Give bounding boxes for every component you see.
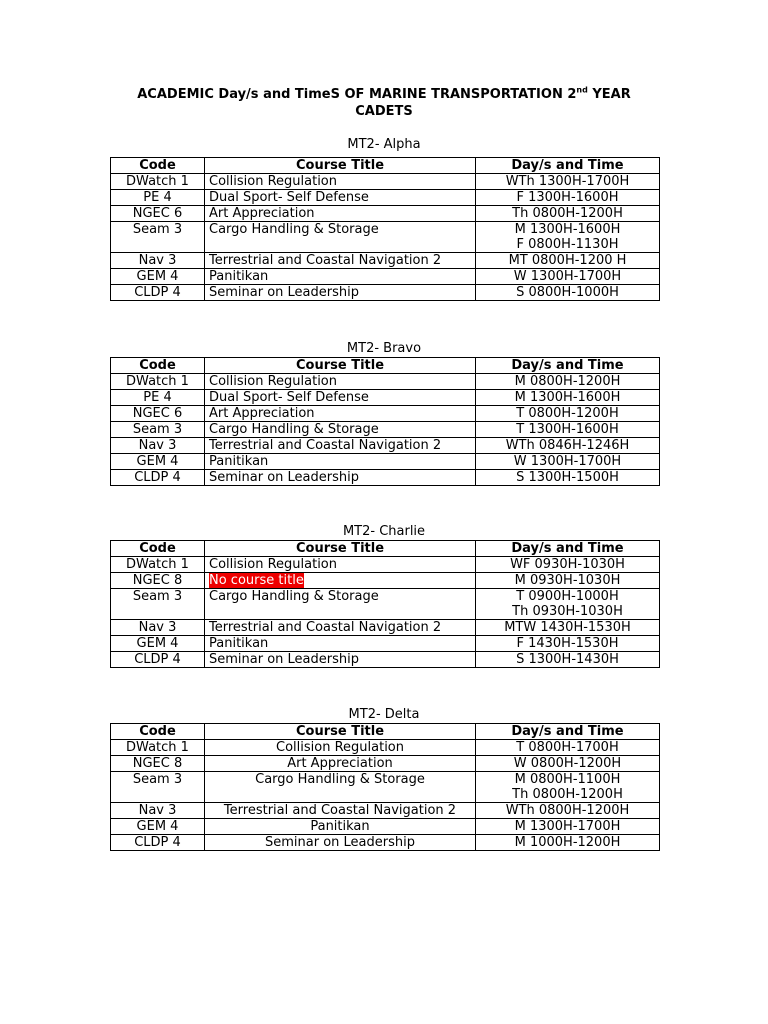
course-title-cell <box>205 285 476 301</box>
day-time-cell <box>476 652 660 668</box>
course-title-text: Seminar on Leadership <box>209 470 359 485</box>
table-row <box>111 222 660 253</box>
day-time-entry: T 0900H-1000H <box>516 589 619 604</box>
course-code-cell: CLDP 4 <box>111 835 205 851</box>
course-code-cell: Seam 3 <box>111 222 205 253</box>
course-title-cell <box>205 422 476 438</box>
course-title-text: Dual Sport- Self Defense <box>209 190 369 205</box>
course-title-cell <box>205 819 476 835</box>
course-title-text: Seminar on Leadership <box>265 835 415 850</box>
day-time-entry: M 1300H-1600H <box>514 390 621 405</box>
day-time-cell <box>476 422 660 438</box>
header-day-time: Day/s and Time <box>476 158 660 174</box>
day-time-entry: WF 0930H-1030H <box>510 557 625 572</box>
table-row <box>111 422 660 438</box>
table-row <box>111 406 660 422</box>
course-title-text: Terrestrial and Coastal Navigation 2 <box>209 253 442 268</box>
course-title-text: Seminar on Leadership <box>209 652 359 667</box>
charlie-section-title: MT2- Charlie <box>342 524 426 539</box>
day-time-entry: T 1300H-1600H <box>516 422 619 437</box>
day-time-cell <box>476 756 660 772</box>
course-title-text: Terrestrial and Coastal Navigation 2 <box>223 803 457 818</box>
day-time-entry: T 0800H-1200H <box>516 406 619 421</box>
day-time-entry: M 1000H-1200H <box>514 835 621 850</box>
day-time-entry: Th 0930H-1030H <box>512 604 623 619</box>
table-row <box>111 438 660 454</box>
course-code-cell: NGEC 6 <box>111 206 205 222</box>
course-code-cell: NGEC 6 <box>111 406 205 422</box>
table-row <box>111 636 660 652</box>
day-time-cell <box>476 253 660 269</box>
day-time-entry: Th 0800H-1200H <box>512 206 623 221</box>
course-code-cell: Nav 3 <box>111 253 205 269</box>
alpha-section-title: MT2- Alpha <box>347 137 421 152</box>
course-title-cell <box>205 636 476 652</box>
table-header-row <box>111 724 660 740</box>
day-time-cell <box>476 438 660 454</box>
day-time-entry: M 0800H-1100H <box>514 772 621 787</box>
day-time-entry: MTW 1430H-1530H <box>504 620 631 635</box>
day-time-cell <box>476 222 660 253</box>
course-code-cell: Nav 3 <box>111 438 205 454</box>
course-title-text: Art Appreciation <box>287 756 393 771</box>
day-time-cell <box>476 819 660 835</box>
day-time-cell <box>476 772 660 803</box>
course-title-text: Panitikan <box>310 819 370 834</box>
course-title-cell <box>205 620 476 636</box>
table-header-row <box>111 158 660 174</box>
day-time-entry: S 1300H-1500H <box>516 470 619 485</box>
table-row <box>111 652 660 668</box>
course-title-text: Terrestrial and Coastal Navigation 2 <box>209 438 442 453</box>
course-code-cell: Nav 3 <box>111 620 205 636</box>
table-row <box>111 620 660 636</box>
day-time-entry: W 1300H-1700H <box>513 454 622 469</box>
course-title-text: Panitikan <box>209 454 269 469</box>
table-row <box>111 190 660 206</box>
title-line-2: CADETS <box>355 104 413 119</box>
course-title-cell <box>205 756 476 772</box>
day-time-cell <box>476 620 660 636</box>
day-time-cell <box>476 206 660 222</box>
course-code-cell: DWatch 1 <box>111 174 205 190</box>
day-time-entry: W 1300H-1700H <box>513 269 622 284</box>
course-title-text: Seminar on Leadership <box>209 285 359 300</box>
day-time-entry: WTh 1300H-1700H <box>505 174 630 189</box>
alpha-schedule-table <box>110 157 660 301</box>
course-code-cell: DWatch 1 <box>111 740 205 756</box>
table-row <box>111 174 660 190</box>
course-title-text: Collision Regulation <box>209 557 337 572</box>
course-title-cell <box>205 374 476 390</box>
course-title-cell <box>205 557 476 573</box>
course-title-text: Art Appreciation <box>209 206 315 221</box>
day-time-cell <box>476 589 660 620</box>
table-row <box>111 803 660 819</box>
course-title-text: Cargo Handling & Storage <box>209 222 379 237</box>
day-time-cell <box>476 557 660 573</box>
table-row <box>111 374 660 390</box>
day-time-entry: F 1300H-1600H <box>516 190 619 205</box>
table-header-row <box>111 541 660 557</box>
day-time-entry: S 0800H-1000H <box>516 285 619 300</box>
course-code-cell: Seam 3 <box>111 589 205 620</box>
document-title <box>0 86 768 120</box>
course-title-cell <box>205 206 476 222</box>
course-title-text: Cargo Handling & Storage <box>209 422 379 437</box>
day-time-cell <box>476 174 660 190</box>
bravo-schedule-table <box>110 357 660 486</box>
course-title-text: Cargo Handling & Storage <box>209 589 379 604</box>
day-time-cell <box>476 470 660 486</box>
table-row <box>111 285 660 301</box>
bravo-section-title: MT2- Bravo <box>346 341 422 356</box>
day-time-cell <box>476 285 660 301</box>
table-row <box>111 253 660 269</box>
course-title-cell <box>205 222 476 253</box>
course-title-cell <box>205 589 476 620</box>
course-title-cell <box>205 573 476 589</box>
day-time-cell <box>476 803 660 819</box>
header-code: Code <box>111 724 205 740</box>
day-time-cell <box>476 406 660 422</box>
course-title-cell <box>205 470 476 486</box>
course-title-text: Collision Regulation <box>276 740 404 755</box>
course-title-cell <box>205 835 476 851</box>
course-code-cell: CLDP 4 <box>111 285 205 301</box>
table-row <box>111 589 660 620</box>
course-code-cell: CLDP 4 <box>111 652 205 668</box>
day-time-entry: S 1300H-1430H <box>516 652 619 667</box>
delta-schedule-table <box>110 723 660 851</box>
course-title-text: Terrestrial and Coastal Navigation 2 <box>209 620 442 635</box>
course-title-text: Collision Regulation <box>209 374 337 389</box>
table-row <box>111 573 660 589</box>
day-time-cell <box>476 390 660 406</box>
charlie-schedule-table <box>110 540 660 668</box>
course-code-cell: PE 4 <box>111 390 205 406</box>
header-course-title: Course Title <box>205 158 476 174</box>
day-time-cell <box>476 573 660 589</box>
header-day-time: Day/s and Time <box>476 541 660 557</box>
course-code-cell: Seam 3 <box>111 422 205 438</box>
table-row <box>111 206 660 222</box>
course-title-text: Panitikan <box>209 269 269 284</box>
course-title-cell <box>205 390 476 406</box>
day-time-cell <box>476 269 660 285</box>
highlighted-course-title: No course title <box>209 573 304 588</box>
course-title-text: Collision Regulation <box>209 174 337 189</box>
course-title-cell <box>205 740 476 756</box>
course-code-cell: CLDP 4 <box>111 470 205 486</box>
course-title-cell <box>205 406 476 422</box>
table-row <box>111 390 660 406</box>
table-row <box>111 819 660 835</box>
course-code-cell: GEM 4 <box>111 819 205 835</box>
table-row <box>111 835 660 851</box>
day-time-entry: M 0930H-1030H <box>514 573 621 588</box>
table-row <box>111 740 660 756</box>
table-header-row <box>111 358 660 374</box>
course-title-text: Panitikan <box>209 636 269 651</box>
course-code-cell: GEM 4 <box>111 454 205 470</box>
course-code-cell: Nav 3 <box>111 803 205 819</box>
header-code: Code <box>111 358 205 374</box>
day-time-cell <box>476 374 660 390</box>
day-time-entry: M 1300H-1700H <box>514 819 621 834</box>
header-course-title: Course Title <box>205 541 476 557</box>
table-row <box>111 557 660 573</box>
day-time-cell <box>476 740 660 756</box>
day-time-entry: Th 0800H-1200H <box>512 787 623 802</box>
course-title-text: Dual Sport- Self Defense <box>209 390 369 405</box>
course-title-cell <box>205 772 476 803</box>
table-row <box>111 756 660 772</box>
table-row <box>111 772 660 803</box>
header-course-title: Course Title <box>205 358 476 374</box>
header-code: Code <box>111 158 205 174</box>
header-course-title: Course Title <box>205 724 476 740</box>
day-time-cell <box>476 190 660 206</box>
header-code: Code <box>111 541 205 557</box>
course-title-cell <box>205 438 476 454</box>
course-title-cell <box>205 174 476 190</box>
course-code-cell: DWatch 1 <box>111 557 205 573</box>
day-time-entry: F 0800H-1130H <box>516 237 619 252</box>
day-time-entry: WTh 0846H-1246H <box>505 438 630 453</box>
course-title-cell <box>205 190 476 206</box>
day-time-cell <box>476 835 660 851</box>
day-time-entry: M 1300H-1600H <box>514 222 621 237</box>
course-code-cell: GEM 4 <box>111 269 205 285</box>
course-code-cell: PE 4 <box>111 190 205 206</box>
table-row <box>111 470 660 486</box>
title-line-1: ACADEMIC Day/s and TimeS OF MARINE TRANSPORTATION 2nd YEAR <box>137 85 631 102</box>
course-title-cell <box>205 652 476 668</box>
course-title-cell <box>205 803 476 819</box>
course-title-text: Cargo Handling & Storage <box>255 772 425 787</box>
header-day-time: Day/s and Time <box>476 358 660 374</box>
course-title-text: Art Appreciation <box>209 406 315 421</box>
day-time-cell <box>476 454 660 470</box>
course-code-cell: GEM 4 <box>111 636 205 652</box>
course-code-cell: NGEC 8 <box>111 756 205 772</box>
course-code-cell: Seam 3 <box>111 772 205 803</box>
course-code-cell: DWatch 1 <box>111 374 205 390</box>
day-time-entry: W 0800H-1200H <box>513 756 622 771</box>
course-title-cell <box>205 454 476 470</box>
table-row <box>111 454 660 470</box>
day-time-entry: M 0800H-1200H <box>514 374 621 389</box>
day-time-entry: T 0800H-1700H <box>516 740 619 755</box>
course-code-cell: NGEC 8 <box>111 573 205 589</box>
course-title-cell <box>205 269 476 285</box>
day-time-entry: WTh 0800H-1200H <box>505 803 630 818</box>
day-time-cell <box>476 636 660 652</box>
day-time-entry: F 1430H-1530H <box>516 636 619 651</box>
day-time-entry: MT 0800H-1200 H <box>508 253 627 268</box>
course-title-cell <box>205 253 476 269</box>
delta-section-title: MT2- Delta <box>348 707 420 722</box>
header-day-time: Day/s and Time <box>476 724 660 740</box>
table-row <box>111 269 660 285</box>
